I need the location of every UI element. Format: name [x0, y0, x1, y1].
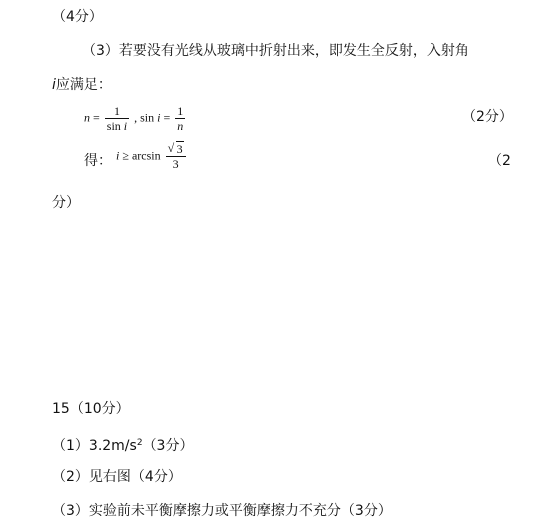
eq1-sin: sin	[140, 110, 155, 125]
eq1-denominator: sin i	[106, 119, 128, 133]
eq2-i: i	[116, 148, 120, 163]
eq1-numerator-2: 1	[177, 104, 184, 118]
eq1-n: n	[84, 110, 90, 125]
problem-15-part3: （3）实验前未平衡摩擦力或平衡摩擦力不充分（3分）	[52, 503, 392, 519]
eq1-equals-2: =	[163, 110, 171, 125]
incident-angle-var: i	[52, 77, 56, 93]
condition-line	[52, 76, 112, 94]
score-2-a: （2分）	[462, 109, 513, 125]
eq2-numerator: √ 3	[166, 142, 186, 157]
problem-15-part2: （2）见右图（4分）	[52, 469, 182, 485]
equation-refractive-index	[84, 104, 187, 133]
eq1-equals: =	[93, 110, 100, 125]
score-2-b-start: （2	[488, 153, 511, 169]
eq1-numerator: 1	[105, 104, 129, 119]
eq1-separator: ,	[134, 110, 138, 125]
eq2-arcsin: arcsin	[131, 148, 161, 163]
score-line-4: （4分）	[52, 9, 103, 25]
p15-1-exponent: 2	[136, 438, 143, 448]
eq2-denominator: 3	[172, 157, 179, 171]
eq1-fraction	[105, 104, 129, 133]
eq2-geq: ≥	[122, 148, 129, 163]
eq1-fraction-2	[175, 104, 185, 133]
condition-label: 应满足：	[55, 77, 112, 93]
score-2-b-end: 分）	[52, 195, 80, 211]
equation-critical-angle	[116, 142, 188, 171]
eq1-denominator-2: n	[177, 119, 184, 133]
part3-text: （3）若要没有光线从玻璃中折射出来，即发生全反射，入射角	[82, 43, 469, 59]
eq2-fraction	[166, 142, 186, 171]
problem-15-part1	[52, 434, 193, 455]
p15-1-value: （1）3.2m/s	[52, 438, 137, 454]
p15-1-score: （3分）	[142, 438, 194, 454]
eq1-i: i	[157, 110, 161, 125]
deduce-label: 得：	[84, 153, 112, 169]
problem-15-header: 15（10分）	[52, 401, 130, 417]
